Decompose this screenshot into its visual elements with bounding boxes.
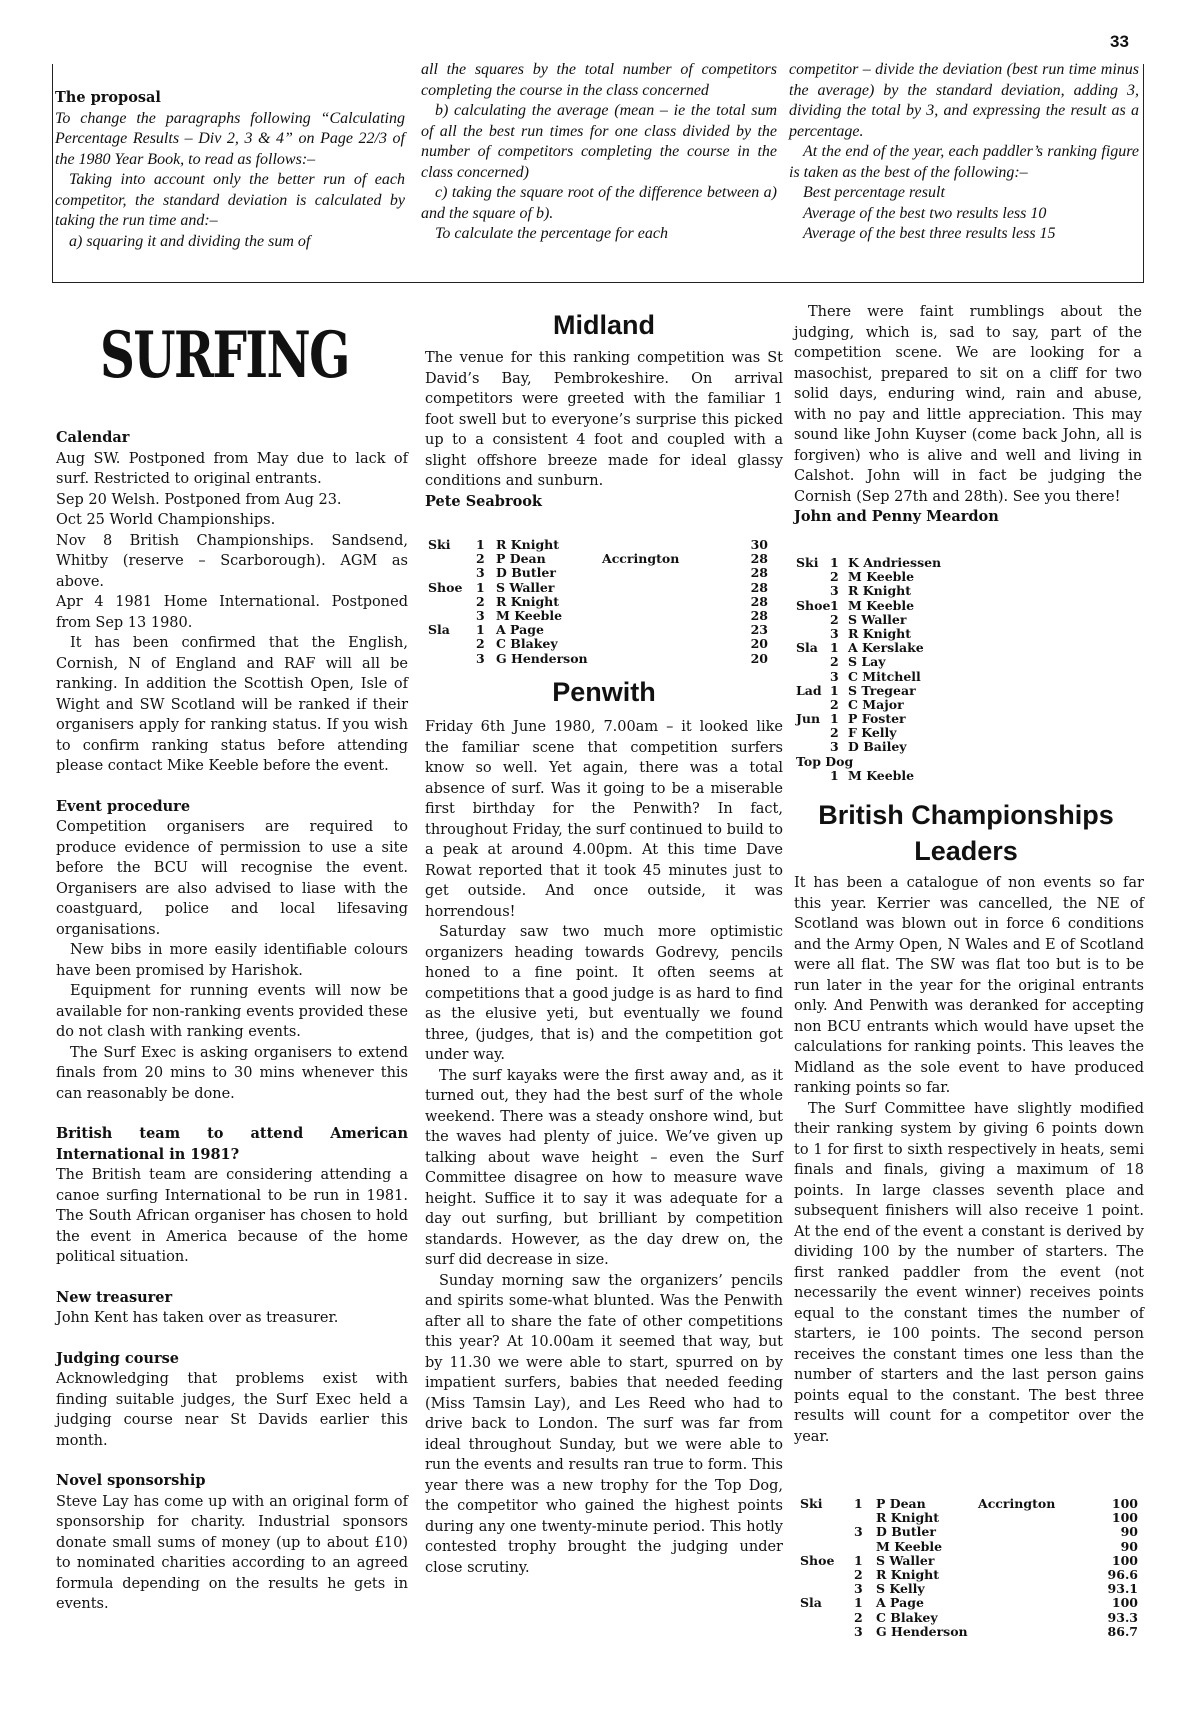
result-position: 1 — [854, 1496, 863, 1511]
proposal-column-1 — [55, 64, 405, 252]
leaders-results — [800, 1497, 1138, 1639]
result-position: 3 — [476, 650, 485, 666]
result-row — [800, 1497, 1138, 1511]
result-name: R Knight — [876, 1510, 940, 1526]
result-row — [428, 623, 768, 637]
result-position: 1 — [854, 1595, 863, 1611]
result-row — [796, 755, 996, 769]
result-row — [796, 740, 996, 754]
calendar-item: Nov 8 British Championships. Sandsend, Whitby (reserve – Scarborough). AGM as above. — [56, 532, 408, 590]
result-score: 100 — [1111, 1510, 1138, 1526]
result-position: 2 — [830, 725, 839, 741]
result-score: 93.1 — [1107, 1581, 1138, 1597]
proposal-text: competitor – divide the deviation (best run time minus the average) by the standard deviation, adding 3, dividing the total by 3, and expressing the result as a percentage. — [789, 61, 1139, 140]
result-row — [796, 655, 996, 669]
result-score: 93.3 — [1107, 1609, 1138, 1625]
calendar-note: It has been confirmed that the English, Cornish, N of England and RAF will all be ranking. In addition the Scottish Open, Isle of Wight and SW Scotland will be ranked if their organisers apply for ranking status. If you wish to confirm ranking status before attending please contact Mike Keeble before the event. — [56, 635, 408, 774]
result-score: 23 — [750, 622, 768, 638]
proposal-text: all the squares by the total number of competitors completing the course in the class concerned — [421, 61, 777, 99]
result-name: R Knight — [496, 593, 560, 609]
proposal-title: The proposal — [55, 89, 161, 106]
result-score: 90 — [1120, 1538, 1138, 1554]
result-position: 3 — [830, 739, 839, 755]
proposal-text: Best percentage result — [803, 184, 945, 201]
result-name: R Knight — [496, 537, 560, 552]
result-position: 1 — [476, 537, 485, 552]
result-row — [796, 627, 996, 641]
result-name: S Lay — [848, 654, 886, 670]
result-row — [428, 581, 768, 595]
result-position: 1 — [830, 711, 839, 727]
result-row — [800, 1596, 1138, 1610]
result-position: 2 — [830, 654, 839, 670]
result-position: 3 — [476, 607, 485, 623]
result-row — [428, 652, 768, 666]
proposal-text: a) squaring it and dividing the sum of — [69, 232, 311, 250]
result-position: 2 — [476, 551, 485, 567]
result-position: 1 — [830, 555, 839, 570]
result-score: 100 — [1111, 1496, 1138, 1511]
result-class: Lad — [796, 682, 822, 698]
calendar-heading: Calendar — [56, 429, 130, 446]
result-score: 20 — [750, 650, 768, 666]
result-row — [428, 538, 768, 552]
result-name: A Kerslake — [848, 640, 924, 656]
result-name: S Tregear — [848, 682, 916, 698]
result-position: 1 — [476, 622, 485, 638]
result-row — [796, 641, 996, 655]
result-name: M Keeble — [848, 597, 915, 613]
penwith-article — [425, 717, 783, 1578]
result-row — [796, 556, 996, 570]
result-position: 3 — [854, 1524, 863, 1540]
proposal-text: At the end of the year, each paddler’s ranking figure is taken as the best of the following:– — [789, 143, 1139, 181]
result-name: G Henderson — [496, 650, 588, 666]
result-class: Shoe — [796, 597, 831, 613]
surfing-title: SURFING — [100, 318, 349, 393]
midland-article — [425, 348, 783, 512]
calendar-item: Aug SW. Postponed from May due to lack of surf. Restricted to original entrants. — [56, 450, 408, 487]
result-club: Accrington — [602, 551, 680, 567]
result-name: M Keeble — [848, 569, 915, 585]
paragraph: The surf kayaks were the first away and, as it turned out, they had the best surf of the whole weekend. There was a steady onshore wind, but the waves had plenty of juice. We’ve given up talking about wave height – even the Surf Committee disagree on how to measure wave height. Suffice it to say it was adequate for a day out surfing, but brilliant by competition standards. However, as the day drew on, the surf did decrease in size. — [425, 1067, 783, 1268]
judging-course-heading: Judging course — [56, 1349, 179, 1367]
paragraph: The venue for this ranking competition was St David’s Bay, Pembrokeshire. On arrival competitors were greeted with the familiar 1 foot swell but to everyone’s surprise this picked up to a consistent 4 foot and coupled with a slight offshore breeze made for ideal glassy conditions and sunburn. — [425, 350, 783, 489]
result-score: 28 — [750, 579, 768, 595]
paragraph: Friday 6th June 1980, 7.00am – it looked like the familiar scene that competition surfers know so well. Yet again, there was a total absence of surf. Was it going to be a miserable first birthday for the Penwith? In fact, throughout Friday, the surf continued to build to a peak at around 4.00pm. At this time Dave Rowat reported that it took 45 minutes just to get outside. And once outside, it was horrendous! — [425, 719, 783, 920]
result-score: 96.6 — [1107, 1566, 1138, 1582]
paragraph: Competition organisers are required to produce evidence of permission to use a site before the BCU will recognise the event. Organisers are also advised to liase with the coastguard, police and local lifesaving organisations. — [56, 819, 408, 938]
result-name: C Blakey — [876, 1609, 938, 1625]
result-row — [800, 1554, 1138, 1568]
result-name: D Bailey — [848, 739, 907, 755]
penwith-heading: Penwith — [552, 677, 656, 707]
result-score: 100 — [1111, 1595, 1138, 1611]
heading-line: Leaders — [914, 836, 1018, 866]
penwith-results — [796, 556, 996, 783]
result-name: G Henderson — [876, 1623, 968, 1639]
result-name: R Knight — [876, 1566, 940, 1582]
sponsorship-heading: Novel sponsorship — [56, 1472, 206, 1489]
result-score: 100 — [1111, 1552, 1138, 1568]
result-class: Top Dog — [796, 753, 854, 769]
proposal-column-2 — [421, 60, 777, 245]
result-name: S Kelly — [876, 1581, 925, 1597]
result-position: 3 — [830, 625, 839, 641]
result-name: A Page — [496, 622, 544, 638]
calendar-item: Sep 20 Welsh. Postponed from Aug 23. — [56, 491, 342, 508]
proposal-text: To calculate the percentage for each — [435, 225, 668, 242]
proposal-box — [52, 61, 1144, 283]
result-name: C Major — [848, 696, 904, 712]
result-row — [428, 637, 768, 651]
result-name: S Waller — [876, 1552, 935, 1568]
result-name: R Knight — [848, 583, 912, 599]
result-name: C Mitchell — [848, 668, 921, 684]
british-championships-heading — [790, 797, 1142, 869]
result-position: 2 — [476, 593, 485, 609]
calendar-item: Oct 25 World Championships. — [56, 512, 276, 528]
right-column — [794, 302, 1142, 528]
result-row — [796, 684, 996, 698]
proposal-text: c) taking the square root of the difference between a) and the square of b). — [421, 184, 777, 222]
event-procedure-heading: Event procedure — [56, 797, 191, 815]
paragraph: It has been a catalogue of non events so far this year. Kerrier was cancelled, the NE of Scotland was blown out in force 6 conditions and the Army Open, N Wales and E of Scotland were all flat. The SW was flat too but is to be run later in the year for the original entrants only. And Penwith was deranked for accepting non BCU entrants which would have upset the calculations for ranking points. This leaves the Midland as the sole event to have produced ranking points so far. — [794, 875, 1144, 1096]
result-row — [796, 613, 996, 627]
result-position: 2 — [830, 569, 839, 585]
paragraph: Steve Lay has come up with an original form of sponsorship for charity. Industrial sponsors donate small sums of money (up to about £10) to nominated charities according to an agreed formula depending on the results he gets in events. — [56, 1493, 408, 1612]
proposal-text: To change the paragraphs following “Calculating Percentage Results – Div 2, 3 & 4” on Page 22/3 of the 1980 Year Book, to read as follows:– — [55, 109, 405, 168]
result-name: D Butler — [876, 1524, 936, 1540]
proposal-text: Average of the best three results less 15 — [803, 225, 1056, 242]
paragraph: There were faint rumblings about the judging, which is, sad to say, part of the competition scene. We are looking for a masochist, prepared to sit on a cliff for two solid days, enduring wind, rain and abuse, with no pay and little appreciation. This may sound like John Kuyser (come back John, all is forgiven) who is alive and well and living in Calshot. John will in fact be judging the Cornish (Sep 27th and 28th). See you there! — [794, 304, 1142, 505]
result-position: 2 — [854, 1566, 863, 1582]
result-name: P Foster — [848, 711, 906, 727]
result-position: 1 — [854, 1552, 863, 1568]
result-name: M Keeble — [848, 767, 915, 783]
result-position: 1 — [830, 682, 839, 698]
result-class: Shoe — [800, 1552, 835, 1568]
result-name: C Blakey — [496, 636, 558, 652]
result-row — [800, 1611, 1138, 1625]
result-name: S Waller — [496, 579, 555, 595]
midland-heading: Midland — [553, 310, 655, 340]
result-position: 3 — [854, 1623, 863, 1639]
paragraph: Acknowledging that problems exist with finding suitable judges, the Surf Exec held a judging course near St Davids earlier this month. — [56, 1371, 408, 1449]
result-row — [428, 566, 768, 580]
result-name: P Dean — [496, 551, 546, 567]
result-name: K Andriessen — [848, 555, 942, 570]
result-position: 1 — [830, 767, 839, 783]
result-position: 3 — [476, 565, 485, 581]
result-class: Ski — [800, 1496, 823, 1511]
result-score: 28 — [750, 565, 768, 581]
proposal-text: b) calculating the average (mean – ie the total sum of all the best run times for one class divided by the number of competitors completing the course in the class concerned) — [421, 102, 777, 181]
result-row — [796, 698, 996, 712]
result-row — [428, 609, 768, 623]
result-position: 2 — [854, 1609, 863, 1625]
treasurer-heading: New treasurer — [56, 1288, 173, 1306]
result-class: Jun — [796, 711, 821, 727]
result-row — [796, 670, 996, 684]
page-number: 33 — [1110, 32, 1129, 51]
result-row — [796, 570, 996, 584]
result-class: Sla — [428, 622, 450, 638]
result-position: 2 — [830, 611, 839, 627]
paragraph: The Surf Exec is asking organisers to extend finals from 20 mins to 30 mins whenever this can reasonably be done. — [56, 1044, 408, 1102]
result-name: M Keeble — [876, 1538, 943, 1554]
result-position: 2 — [476, 636, 485, 652]
result-score: 86.7 — [1107, 1623, 1138, 1639]
result-name: P Dean — [876, 1496, 926, 1511]
paragraph: The Surf Committee have slightly modified their ranking system by giving 6 points down to 1 for first to sixth respectively in heats, semi finals and finals, giving a maximum of 18 points. In large classes seventh place and subsequent finishers will also receive 1 point. At the end of the event a constant is derived by dividing 100 by the number of starters. The first ranked paddler from the event (not necessarily the event winner) receives points equal to the constant times the number of starters, ie 100 points. The second person receives the constant times one less than the number of starters and the last person gains points equal to the constant. The best three results will count for a competitor over the year. — [794, 1100, 1144, 1445]
result-position: 3 — [830, 668, 839, 684]
result-score: 90 — [1120, 1524, 1138, 1540]
result-row — [800, 1568, 1138, 1582]
result-name: R Knight — [848, 625, 912, 641]
result-row — [800, 1540, 1138, 1554]
result-name: M Keeble — [496, 607, 563, 623]
result-name: D Butler — [496, 565, 556, 581]
result-row — [796, 712, 996, 726]
paragraph: Equipment for running events will now be available for non-ranking events provided these do not clash with ranking events. — [56, 983, 408, 1040]
result-position: 2 — [830, 696, 839, 712]
result-score: 28 — [750, 551, 768, 567]
result-class: Ski — [428, 537, 451, 552]
result-score: 28 — [750, 593, 768, 609]
result-row — [796, 584, 996, 598]
author: John and Penny Meardon — [794, 508, 999, 525]
result-class: Ski — [796, 555, 819, 570]
result-score: 28 — [750, 607, 768, 623]
result-score: 30 — [750, 537, 768, 552]
author: Pete Seabrook — [425, 492, 542, 510]
result-row — [800, 1525, 1138, 1539]
heading-line: British Championships — [818, 800, 1114, 830]
result-row — [796, 599, 996, 613]
result-position: 1 — [830, 597, 839, 613]
paragraph: The British team are considering attending a canoe surfing International to be run in 1981. The South African organiser has chosen to hold the event in America because of the home political situation. — [56, 1167, 408, 1265]
result-row — [800, 1511, 1138, 1525]
result-position: 1 — [476, 579, 485, 595]
calendar-item: Apr 4 1981 Home International. Postponed from Sep 13 1980. — [56, 594, 408, 631]
result-class: Shoe — [428, 579, 463, 595]
result-position: 3 — [830, 583, 839, 599]
british-championships-article — [794, 873, 1144, 1447]
result-name: F Kelly — [848, 725, 897, 741]
result-club: Accrington — [978, 1496, 1056, 1511]
paragraph: Sunday morning saw the organizers’ pencils and spirits some-what blunted. Was the Penwith after all to share the fate of other competitions this year? At 10.00am it seemed that way, but by 11.30 we were able to start, spurred on by impatient surfers, babies that needed feeding (Miss Tamsin Lay), and Les Reed who had to drive back to London. The surf was far from ideal throughout Sunday, but we were able to run the events and results ran true to form. This year there was a new trophy for the Top Dog, the competitor who gained the highest points during any one twenty-minute period. This hotly contested trophy brought the judging under close scrutiny. — [425, 1272, 783, 1576]
result-position: 1 — [830, 640, 839, 656]
paragraph: Saturday saw two much more optimistic organizers heading towards Godrevy, pencils honed to a fine point. It often seems at competitions that a good judge is as hard to find as the elusive yeti, but eventually we found three, (judges, that is) and the competition got under way. — [425, 924, 783, 1063]
result-class: Sla — [796, 640, 818, 656]
result-row — [800, 1582, 1138, 1596]
result-row — [428, 552, 768, 566]
result-row — [796, 769, 996, 783]
result-name: S Waller — [848, 611, 907, 627]
paragraph: John Kent has taken over as treasurer. — [56, 1310, 339, 1326]
proposal-text: Taking into account only the better run of each competitor, the standard deviation is calculated by taking the run time and:– — [55, 171, 405, 229]
result-name: A Page — [876, 1595, 924, 1611]
result-row — [428, 595, 768, 609]
left-column — [56, 428, 408, 1615]
result-score: 20 — [750, 636, 768, 652]
british-team-heading: British team to attend American International in 1981? — [56, 1125, 408, 1163]
result-class: Sla — [800, 1595, 822, 1611]
proposal-column-3 — [789, 60, 1139, 245]
midland-results — [428, 538, 768, 666]
proposal-text: Average of the best two results less 10 — [803, 204, 1047, 222]
result-row — [800, 1625, 1138, 1639]
paragraph: New bibs in more easily identifiable colours have been promised by Harishok. — [56, 942, 408, 979]
result-position: 3 — [854, 1581, 863, 1597]
result-row — [796, 726, 996, 740]
